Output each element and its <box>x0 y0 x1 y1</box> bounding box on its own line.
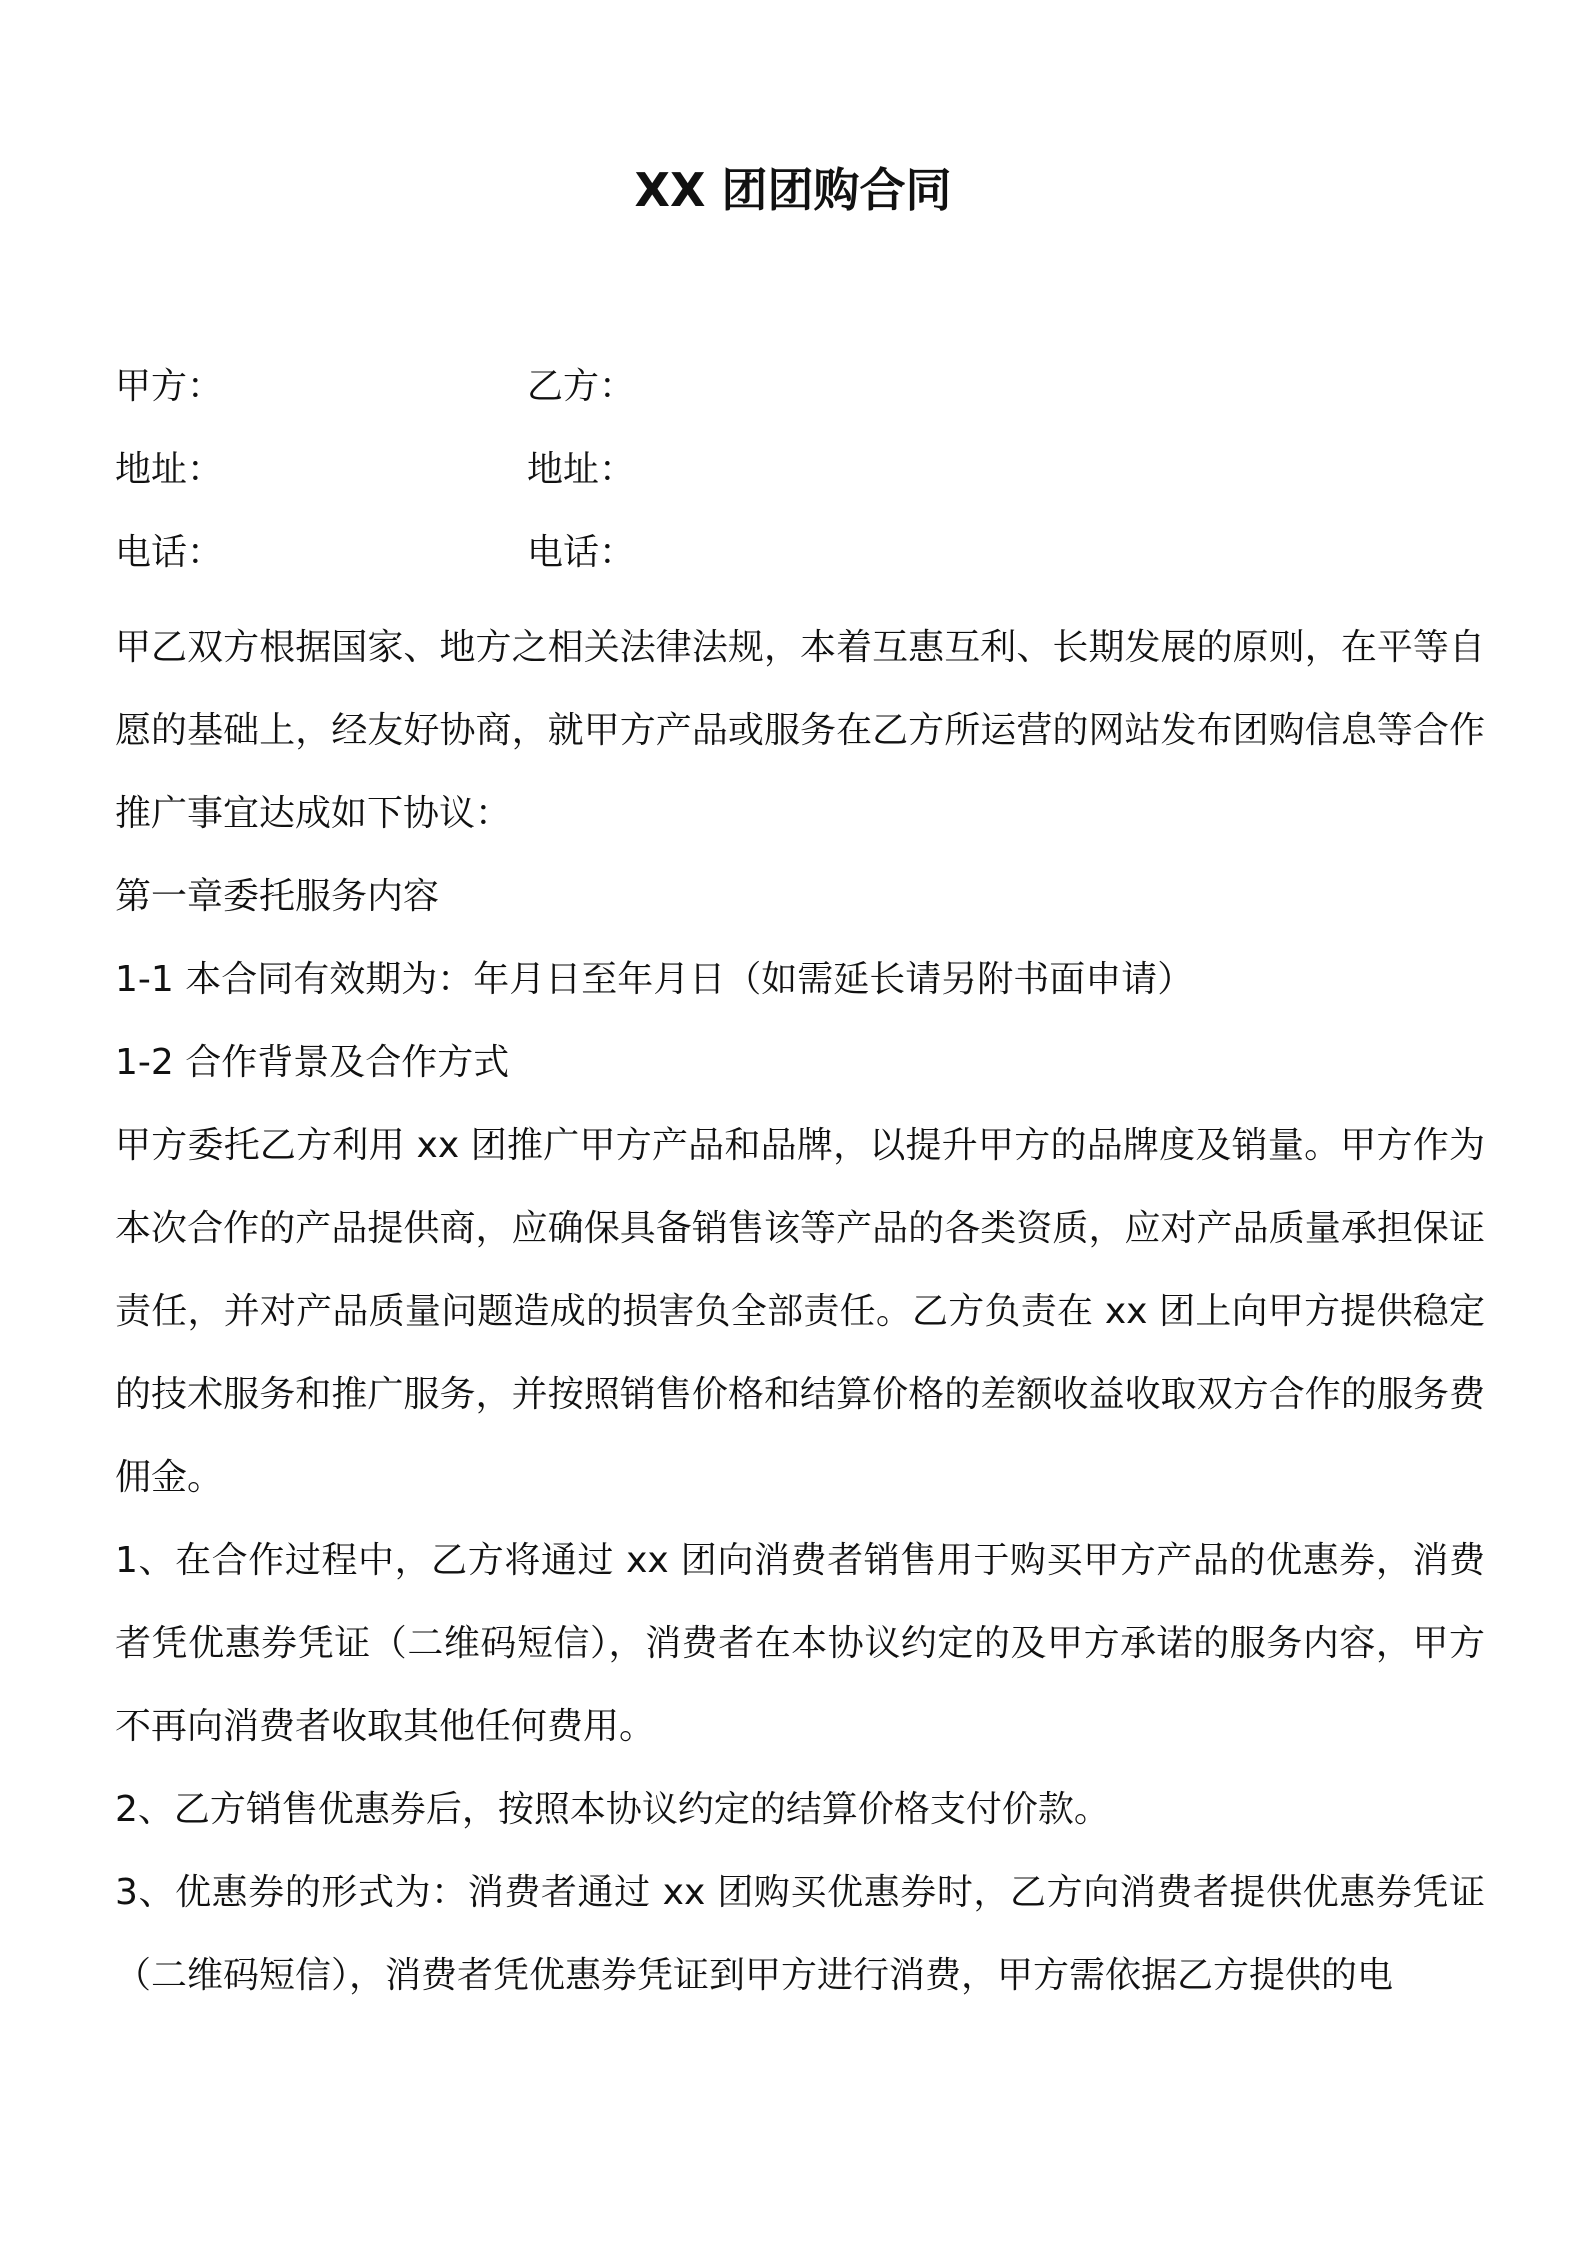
clause-1-2-heading: 1-2 合作背景及合作方式 <box>115 1042 510 1083</box>
party-address-row <box>115 440 1485 500</box>
contract-title: XX 团团购合同 <box>634 163 952 217</box>
clause-1-1: 1-1 本合同有效期为：年月日至年月日（如需延长请另附书面申请） <box>115 959 1194 1000</box>
item-2-paragraph: 2、乙方销售优惠券后，按照本协议约定的结算价格支付价款。 <box>115 1789 1110 1830</box>
chapter-heading: 第一章委托服务内容 <box>115 876 440 917</box>
party-b-address-label: 地址： <box>527 449 636 490</box>
party-a-phone-label: 电话： <box>115 532 224 573</box>
preamble-paragraph: 甲乙双方根据国家、地方之相关法律法规，本着互惠互利、长期发展的原则，在平等自愿的基础上，经友好协商，就甲方产品或服务在乙方所运营的网站发布团购信息等合作推广事宜达成如下协议： <box>115 627 1485 834</box>
party-a-address-label: 地址： <box>115 449 224 490</box>
party-name-row <box>115 357 1485 417</box>
party-b-phone-label: 电话： <box>527 532 636 573</box>
party-phone-row <box>115 523 1485 583</box>
contract-body <box>115 606 1485 2017</box>
party-a-name-label: 甲方： <box>115 366 224 407</box>
item-1-paragraph: 1、在合作过程中，乙方将通过 xx 团向消费者销售用于购买甲方产品的优惠券，消费者凭优惠券凭证（二维码短信），消费者在本协议约定的及甲方承诺的服务内容，甲方不再向消费者收取其他任何费用。 <box>115 1540 1485 1747</box>
item-3-paragraph: 3、优惠券的形式为：消费者通过 xx 团购买优惠券时，乙方向消费者提供优惠券凭证（二维码短信），消费者凭优惠券凭证到甲方进行消费，甲方需依据乙方提供的电 <box>115 1872 1485 1996</box>
cooperation-paragraph: 甲方委托乙方利用 xx 团推广甲方产品和品牌，以提升甲方的品牌度及销量。甲方作为本次合作的产品提供商，应确保具备销售该等产品的各类资质，应对产品质量承担保证责任，并对产品质量问题造成的损害负全部责任。乙方负责在 xx 团上向甲方提供稳定的技术服务和推广服务，并按照销售价格和结算价格的差额收益收取双方合作的服务费佣金。 <box>115 1125 1485 1498</box>
party-b-name-label: 乙方： <box>527 366 636 407</box>
